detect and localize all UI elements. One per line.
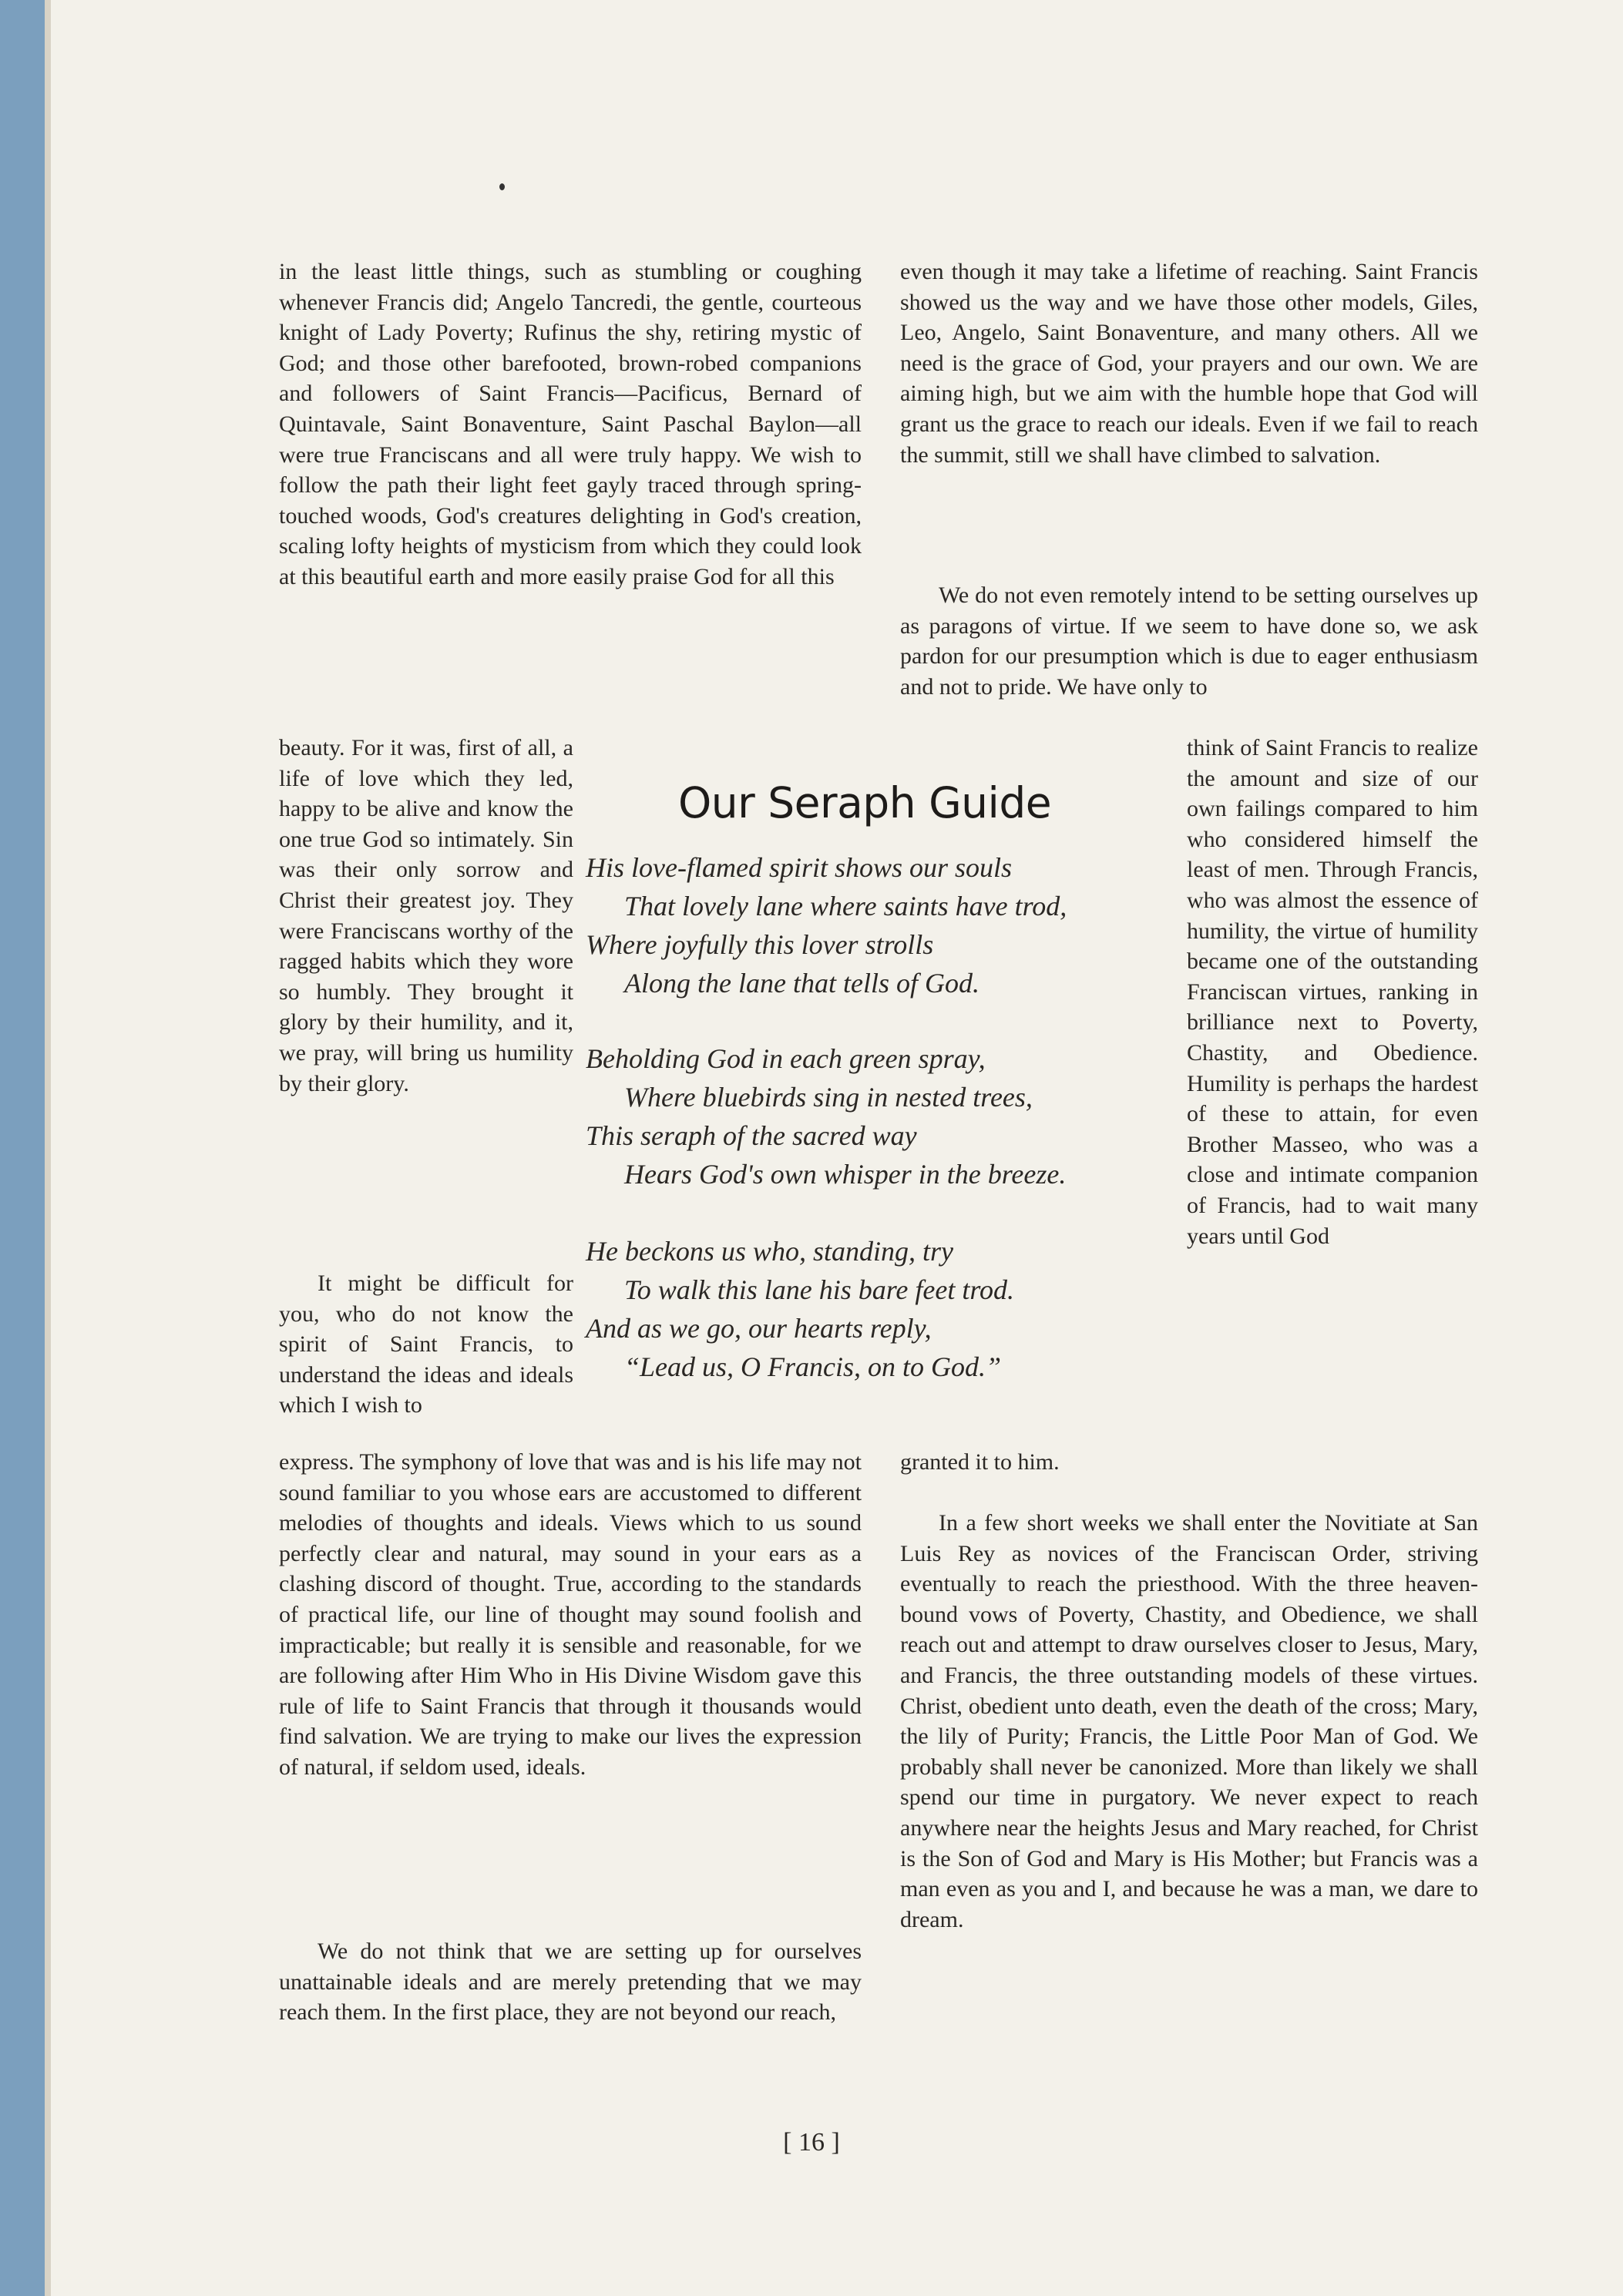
ink-speck — [499, 183, 505, 190]
poem-line: Along the lane that tells of God. — [624, 968, 980, 999]
poem-line: That lovely lane where saints have trod, — [624, 891, 1067, 921]
right-paragraph-3: think of Saint Francis to realize the amount and size of our own failings compared to him who considered himself the least of men. Through Francis, who was almost the essence of humility, the virtue of humility became one of the outstanding Franciscan virtues, ranking in brilliance next to Poverty, Chastity, and Obedience. Humility is perhaps the hardest of these to attain, for even Brother Masseo, who was a close and intimate companion of Francis, had to wait many years until God — [1187, 735, 1478, 1249]
left-paragraph-3: It might be difficult for you, who do not know the spirit of Saint Francis, to understand the ideas and ideals which I wish to — [279, 1271, 573, 1418]
poem-title: Our Seraph Guide — [678, 778, 1052, 827]
poem-line: Where bluebirds sing in nested trees, — [624, 1082, 1033, 1113]
right-paragraph-5: In a few short weeks we shall enter the Novitiate at San Luis Rey as novices of the Franciscan Order, striving eventually to reach the priesthood. With the three heaven-bound vows of Poverty, Chastity, and Obedience, we shall reach out and attempt to draw ourselves closer to Jesus, Mary, and Francis, the three outstanding models of these virtues. Christ, obedient unto death, even the death of the cross; Mary, the lily of Purity; Francis, the Little Poor Man of God. We probably shall never be canonized. More than likely we shall spend our time in purgatory. We never expect to reach anywhere near the heights Jesus and Mary reached, for Christ is the Son of God and Mary is His Mother; but Francis was a man even as you and I, and because he was a man, we dare to dream. — [900, 1510, 1478, 1932]
poem-line: To walk this lane his bare feet trod. — [624, 1274, 1015, 1305]
page-number: [ 16 ] — [783, 2128, 840, 2157]
poem-line: “Lead us, O Francis, on to God.” — [624, 1351, 1002, 1382]
poem-line: Beholding God in each green spray, — [586, 1043, 986, 1074]
poem-line: He beckons us who, standing, try — [586, 1236, 953, 1267]
left-paragraph-1: in the least little things, such as stumbling or coughing whenever Francis did; Angelo Tancredi, the gentle, courteous knight of Lady Poverty; Rufinus the shy, retiring mystic of God; and those other barefooted, brown-robed companions and followers of Saint Francis—Pacificus, Bernard of Quintavale, Saint Bonaventure, Saint Paschal Baylon—all were true Franciscans and all were truly happy. We wish to follow the path their light feet gayly traced through spring-touched woods, God's creatures delighting in God's creation, scaling lofty heights of mysticism from which they could look at this beautiful earth and more easily praise God for all this — [279, 259, 862, 589]
left-paragraph-5: We do not think that we are setting up for ourselves unattainable ideals and are merely pretending that we may reach them. In the first place, they are not beyond our reach, — [279, 1939, 862, 2026]
right-paragraph-1: even though it may take a lifetime of reaching. Saint Francis showed us the way and we have those other models, Giles, Leo, Angelo, Saint Bonaventure, and many others. All we need is the grace of God, your prayers and our own. We are aiming high, but we aim with the humble hope that God will grant us the grace to reach our ideals. Even if we fail to reach the summit, still we shall have climbed to salvation. — [900, 259, 1478, 468]
poem-line: This seraph of the sacred way — [586, 1120, 917, 1151]
binding-edge — [0, 0, 45, 2296]
left-paragraph-4: express. The symphony of love that was and is his life may not sound familiar to you whose ears are accustomed to different melodies of thoughts and ideals. Views which to us sound perfectly clear and natural, may sound in your ears as a clashing discord of thought. True, according to the standards of practical life, our line of thought may sound foolish and impracticable; but really it is sensible and reasonable, for we are following after Him Who in His Divine Wisdom gave this rule of life to Saint Francis that through it thousands would find salvation. We are trying to make our lives the expression of natural, if seldom used, ideals. — [279, 1449, 862, 1780]
poem-line: Hears God's own whisper in the breeze. — [624, 1159, 1067, 1190]
left-paragraph-2: beauty. For it was, first of all, a life of love which they led, happy to be alive and know the one true God so intimately. Sin was their only sorrow and Christ their greatest joy. They were Franciscans worthy of the ragged habits which they wore so humbly. They brought it glory by their humility, and it, we pray, will bring us humility by their glory. — [279, 735, 573, 1096]
poem-line: Where joyfully this lover strolls — [586, 929, 934, 960]
binding-shadow — [45, 0, 51, 2296]
right-paragraph-4: granted it to him. — [900, 1449, 1060, 1475]
poem-line: And as we go, our hearts reply, — [586, 1313, 932, 1344]
poem-line: His love-flamed spirit shows our souls — [586, 852, 1013, 883]
right-paragraph-2: We do not even remotely intend to be setting ourselves up as paragons of virtue. If we seem to have done so, we ask pardon for our presumption which is due to eager enthusiasm and not to pride. We have only to — [900, 582, 1478, 700]
